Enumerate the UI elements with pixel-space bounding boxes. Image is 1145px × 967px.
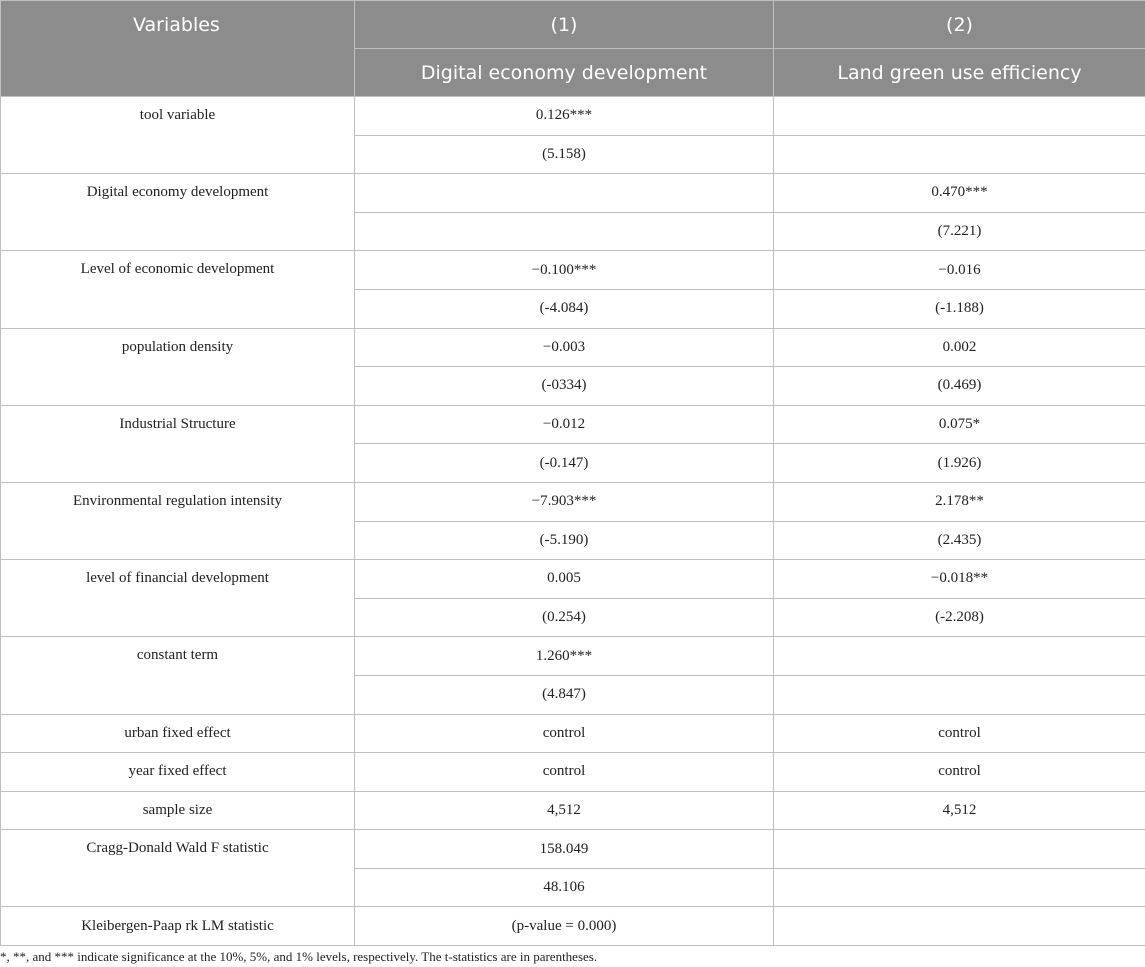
header-variables: Variables — [1, 1, 355, 97]
cell-col1 — [355, 212, 774, 251]
header-row-numbers — [1, 1, 1145, 49]
cell-col1: 0.126*** — [355, 97, 774, 136]
row-label: Level of economic development — [1, 251, 355, 328]
cell-col2: −0.018** — [774, 560, 1145, 599]
cell-col2 — [774, 97, 1145, 136]
cell-col2: −0.016 — [774, 251, 1145, 290]
table-row — [1, 97, 1145, 136]
cell-col1: 1.260*** — [355, 637, 774, 676]
row-label: Industrial Structure — [1, 405, 355, 482]
row-label: Environmental regulation intensity — [1, 482, 355, 559]
row-label: constant term — [1, 637, 355, 714]
table-row — [1, 753, 1145, 792]
cell-col2: 0.075* — [774, 405, 1145, 444]
table-row — [1, 405, 1145, 444]
header-col1-number: (1) — [355, 1, 774, 49]
table-row — [1, 714, 1145, 753]
cell-col1: (-0.147) — [355, 444, 774, 483]
table-row — [1, 174, 1145, 213]
cell-col2: control — [774, 753, 1145, 792]
cell-col2: (0.469) — [774, 367, 1145, 406]
cell-col2 — [774, 907, 1145, 946]
cell-col1: 158.049 — [355, 830, 774, 869]
cell-col1 — [355, 174, 774, 213]
cell-col2: (7.221) — [774, 212, 1145, 251]
cell-col2: 0.002 — [774, 328, 1145, 367]
cell-col2 — [774, 637, 1145, 676]
row-label: Kleibergen-Paap rk LM statistic — [1, 907, 355, 946]
table-body — [1, 97, 1145, 946]
cell-col2: 4,512 — [774, 791, 1145, 830]
table-row — [1, 328, 1145, 367]
table-row — [1, 791, 1145, 830]
cell-col2 — [774, 868, 1145, 907]
cell-col1: −0.003 — [355, 328, 774, 367]
table-row — [1, 637, 1145, 676]
cell-col1: (4.847) — [355, 675, 774, 714]
row-label: urban fixed effect — [1, 714, 355, 753]
header-col2-number: (2) — [774, 1, 1145, 49]
cell-col2: (1.926) — [774, 444, 1145, 483]
row-label: tool variable — [1, 97, 355, 174]
cell-col1: −0.100*** — [355, 251, 774, 290]
header-col1-name: Digital economy development — [355, 49, 774, 97]
cell-col2: control — [774, 714, 1145, 753]
header-col2-name: Land green use efficiency — [774, 49, 1145, 97]
cell-col2 — [774, 830, 1145, 869]
cell-col2: (2.435) — [774, 521, 1145, 560]
cell-col2: 0.470*** — [774, 174, 1145, 213]
table-row — [1, 907, 1145, 946]
table-header — [1, 1, 1145, 97]
cell-col1: (-0334) — [355, 367, 774, 406]
row-label: Cragg-Donald Wald F statistic — [1, 830, 355, 907]
row-label: level of financial development — [1, 560, 355, 637]
cell-col2 — [774, 675, 1145, 714]
cell-col2: (-1.188) — [774, 289, 1145, 328]
cell-col2: (-2.208) — [774, 598, 1145, 637]
cell-col1: −0.012 — [355, 405, 774, 444]
cell-col1: (-5.190) — [355, 521, 774, 560]
table-row — [1, 830, 1145, 869]
cell-col1: 48.106 — [355, 868, 774, 907]
cell-col1: control — [355, 753, 774, 792]
cell-col1: (-4.084) — [355, 289, 774, 328]
row-label: sample size — [1, 791, 355, 830]
cell-col1: 0.005 — [355, 560, 774, 599]
table-footnote: *, **, and *** indicate significance at the 10%, 5%, and 1% levels, respectively. The t-statistics are in parentheses. — [0, 949, 598, 964]
row-label: year fixed effect — [1, 753, 355, 792]
cell-col1: control — [355, 714, 774, 753]
cell-col2 — [774, 135, 1145, 174]
cell-col1: (0.254) — [355, 598, 774, 637]
table-row — [1, 251, 1145, 290]
row-label: population density — [1, 328, 355, 405]
cell-col1: −7.903*** — [355, 482, 774, 521]
cell-col2: 2.178** — [774, 482, 1145, 521]
table-row — [1, 482, 1145, 521]
table-row — [1, 560, 1145, 599]
cell-col1: (5.158) — [355, 135, 774, 174]
cell-col1: (p-value = 0.000) — [355, 907, 774, 946]
row-label: Digital economy development — [1, 174, 355, 251]
cell-col1: 4,512 — [355, 791, 774, 830]
